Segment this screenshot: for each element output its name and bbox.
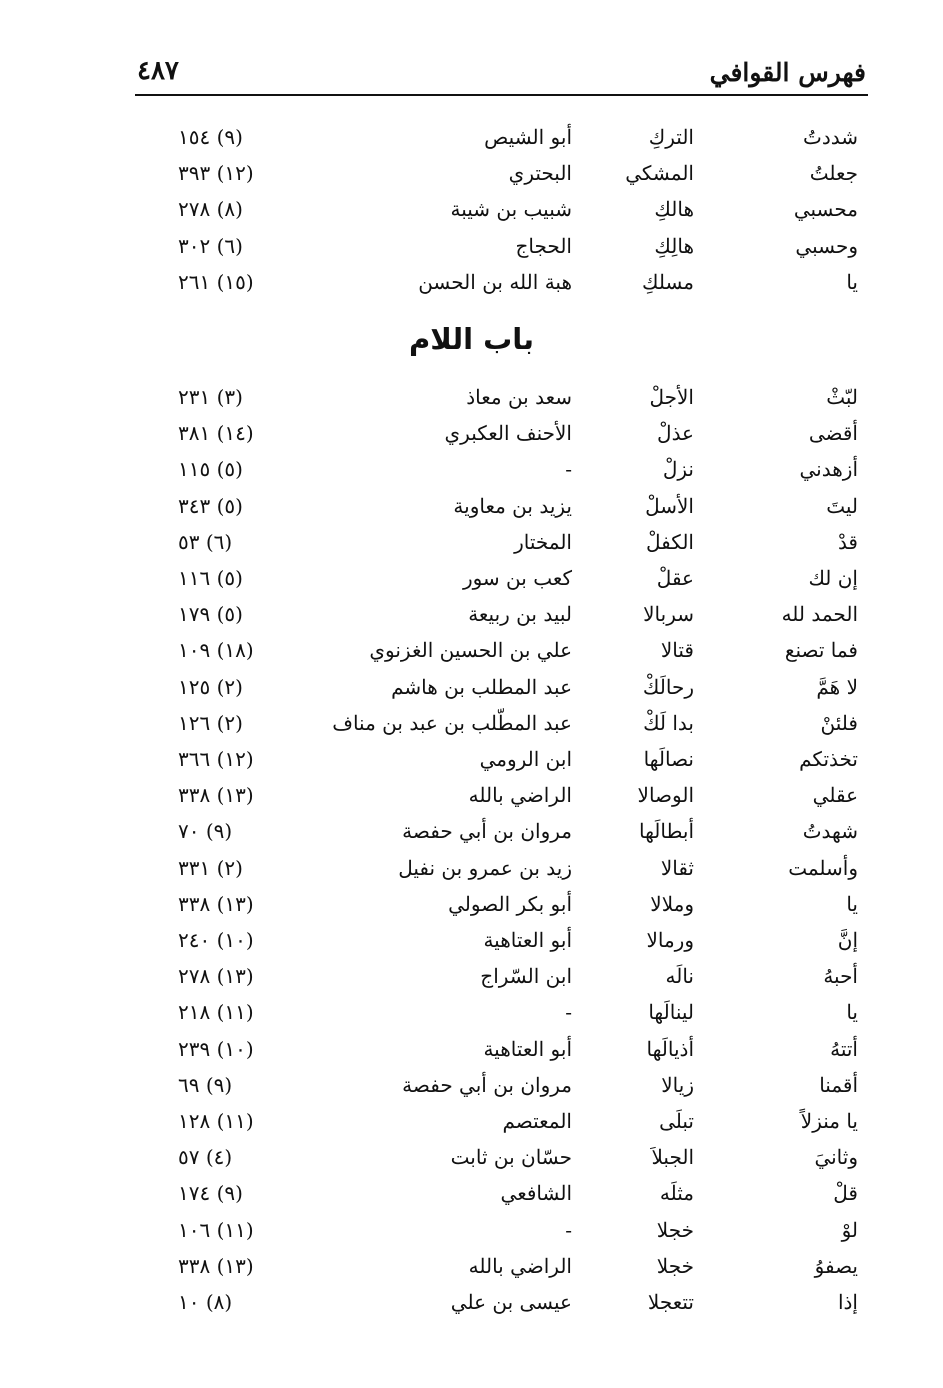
rhyme-ending-text: ورمالا <box>646 928 694 952</box>
page-reference-text: (٩) ٦٩ <box>178 1072 233 1097</box>
poet-name <box>292 633 572 667</box>
verse-beginning-text: لوْ <box>841 1217 858 1242</box>
rhyme-ending-text: وملالا <box>650 891 694 916</box>
rhyme-ending <box>584 156 694 190</box>
rhyme-ending-text: بدا لَكْ <box>643 710 694 735</box>
poet-name <box>292 1249 572 1283</box>
page-reference-text: (٨) ١٠ <box>178 1290 233 1314</box>
index-row <box>140 670 866 704</box>
rhyme-ending-text: مسلكِ <box>641 269 694 294</box>
poet-name-text: الحجاج <box>515 233 572 258</box>
verse-beginning-text: يصفوُ <box>814 1253 858 1278</box>
page-reference-text: (٤) ٥٧ <box>178 1145 233 1170</box>
verse-beginning-text: فلئنْ <box>820 710 858 735</box>
poet-name-text: - <box>565 1000 572 1025</box>
page-reference <box>178 633 328 667</box>
poet-name-text: البحتري <box>508 161 572 186</box>
poet-name-text: عبد المطّلب بن عبد بن مناف <box>332 710 572 735</box>
page-reference <box>178 995 328 1029</box>
verse-beginning-text: إنَّ <box>837 928 858 952</box>
rhyme-ending-text: سربالا <box>643 602 694 627</box>
poet-name <box>292 265 572 299</box>
poet-name <box>292 489 572 523</box>
rhyme-ending-text: مثلَه <box>659 1181 694 1206</box>
verse-beginning <box>748 1249 858 1283</box>
poet-name-text: أبو الشيص <box>484 125 572 149</box>
verse-beginning-text: ليتَ <box>826 493 858 518</box>
poet-name <box>292 670 572 704</box>
poet-name-text: مروان بن أبي حفصة <box>402 1072 572 1097</box>
rhyme-ending-text: أبطالَها <box>638 819 694 844</box>
index-row <box>140 229 866 263</box>
verse-beginning-text: محسبي <box>793 197 858 222</box>
poet-name-text: زيد بن عمرو بن نفيل <box>398 855 572 880</box>
index-row <box>140 887 866 921</box>
index-row <box>140 1104 866 1138</box>
rhyme-ending-text: قتالا <box>660 638 694 663</box>
verse-beginning-text: أقضى <box>808 421 858 446</box>
poet-name-text: أبو بكر الصولي <box>448 891 572 916</box>
page-reference <box>178 959 328 993</box>
page-reference <box>178 1176 328 1210</box>
page-reference <box>178 670 328 704</box>
verse-beginning <box>748 489 858 523</box>
poet-name <box>292 995 572 1029</box>
rhyme-ending <box>584 995 694 1029</box>
index-row <box>140 561 866 595</box>
verse-beginning <box>748 1032 858 1066</box>
page-reference <box>178 265 328 299</box>
rhyme-ending-text: ثقالا <box>660 855 694 880</box>
index-row <box>140 1176 866 1210</box>
rhyme-ending-text: التركِ <box>648 125 694 149</box>
poet-name-text: لبيد بن ربيعة <box>468 602 572 627</box>
poet-name-text: ابن الرومي <box>479 747 572 771</box>
poet-name <box>292 561 572 595</box>
page-reference-text: (٢) ١٢٥ <box>178 674 243 699</box>
verse-beginning-text: فما تصنع <box>784 638 858 663</box>
verse-beginning <box>748 156 858 190</box>
rhyme-ending-text: نالَه <box>665 964 694 989</box>
verse-beginning <box>748 1285 858 1319</box>
poet-name-text: الشافعي <box>500 1181 572 1206</box>
rhyme-ending <box>584 706 694 740</box>
page-reference <box>178 597 328 631</box>
index-row <box>140 1249 866 1283</box>
verse-beginning <box>748 778 858 812</box>
index-row <box>140 597 866 631</box>
poet-name <box>292 959 572 993</box>
page-reference <box>178 452 328 486</box>
index-row <box>140 1140 866 1174</box>
verse-beginning <box>748 633 858 667</box>
index-row <box>140 489 866 523</box>
page-reference-text: (٥) ١١٦ <box>178 566 243 590</box>
rhyme-ending-text: أذيالَها <box>646 1036 694 1061</box>
poet-name-text: الأحنف العكبري <box>444 421 572 446</box>
verse-beginning-text: أزهدني <box>799 457 858 482</box>
index-row <box>140 814 866 848</box>
index-row <box>140 1068 866 1102</box>
rhyme-ending-text: رحالَكْ <box>642 674 694 699</box>
rhyme-ending <box>584 742 694 776</box>
verse-beginning-text: يا <box>846 1000 858 1025</box>
rhyme-ending <box>584 192 694 226</box>
verse-beginning <box>748 120 858 154</box>
poet-name-text: الراضي بالله <box>468 1253 572 1278</box>
verse-beginning <box>748 597 858 631</box>
rhyme-ending <box>584 416 694 450</box>
page-reference-text: (٩) ١٧٤ <box>178 1181 243 1206</box>
rhyme-ending <box>584 1285 694 1319</box>
page-reference <box>178 525 328 559</box>
page-reference-text: (١٢) ٣٩٣ <box>178 161 254 186</box>
poet-name <box>292 1176 572 1210</box>
index-row <box>140 192 866 226</box>
page-reference <box>178 561 328 595</box>
page-reference-text: (٩) ١٥٤ <box>178 125 243 149</box>
page-reference-text: (٦) ٥٣ <box>178 529 233 554</box>
rhyme-ending <box>584 561 694 595</box>
rhyme-ending-text: تبلَى <box>659 1109 694 1133</box>
page-reference <box>178 742 328 776</box>
poet-name <box>292 192 572 226</box>
rhyme-ending-text: عقلْ <box>656 566 694 590</box>
poet-name <box>292 1104 572 1138</box>
index-row <box>140 452 866 486</box>
poet-name-text: شبيب بن شيبة <box>450 197 572 222</box>
rhyme-ending-text: هالكِ <box>654 197 694 222</box>
rhyme-ending-text: الكفلْ <box>646 529 694 554</box>
rhyme-ending <box>584 1104 694 1138</box>
poet-name-text: المختار <box>514 529 572 554</box>
rhyme-ending <box>584 814 694 848</box>
verse-beginning-text: تخذتكم <box>799 747 858 771</box>
poet-name-text: يزيد بن معاوية <box>453 493 572 518</box>
verse-beginning-text: عقلي <box>812 783 858 808</box>
page-reference-text: (١٨) ١٠٩ <box>178 638 254 663</box>
index-row <box>140 923 866 957</box>
rhyme-ending-text: الجبلاَ <box>651 1145 694 1170</box>
page-reference-text: (٥) ١١٥ <box>178 457 243 482</box>
poet-name <box>292 814 572 848</box>
verse-beginning <box>748 380 858 414</box>
page-reference <box>178 416 328 450</box>
page-reference <box>178 706 328 740</box>
verse-beginning <box>748 1213 858 1247</box>
page-reference <box>178 120 328 154</box>
page-reference-text: (١٣) ٣٣٨ <box>178 1253 254 1278</box>
page-reference-text: (١١) ١٢٨ <box>178 1109 254 1133</box>
poet-name-text: عيسى بن علي <box>450 1290 572 1314</box>
verse-beginning-text: إن لك <box>808 566 858 590</box>
poet-name <box>292 156 572 190</box>
rhyme-ending <box>584 525 694 559</box>
index-row <box>140 995 866 1029</box>
poet-name-text: أبو العتاهية <box>483 928 572 952</box>
page-reference-text: (١٣) ٣٣٨ <box>178 891 254 916</box>
page-reference-text: (٣) ٢٣١ <box>178 385 243 409</box>
poet-name-text: - <box>565 1217 572 1242</box>
rhyme-ending <box>584 1140 694 1174</box>
rhyme-ending <box>584 923 694 957</box>
verse-beginning <box>748 265 858 299</box>
page-reference <box>178 814 328 848</box>
rhyme-ending <box>584 120 694 154</box>
rhyme-ending-text: عذلْ <box>657 421 694 446</box>
verse-beginning-text: قلْ <box>833 1181 858 1206</box>
rhyme-ending <box>584 229 694 263</box>
page-reference-text: (١١) ٢١٨ <box>178 1000 254 1025</box>
verse-beginning-text: وأسلمت <box>788 855 858 880</box>
verse-beginning <box>748 959 858 993</box>
page-reference <box>178 380 328 414</box>
page-reference <box>178 778 328 812</box>
rhyme-ending-text: نزلْ <box>662 457 694 482</box>
poet-name-text: ابن السّراج <box>480 964 572 989</box>
page-reference-text: (١٣) ٢٧٨ <box>178 964 254 989</box>
verse-beginning <box>748 1176 858 1210</box>
poet-name <box>292 1213 572 1247</box>
rhyme-ending-text: تتعجلا <box>647 1290 694 1314</box>
index-row <box>140 416 866 450</box>
page-reference-text: (١٢) ٣٦٦ <box>178 747 254 771</box>
verse-beginning-text: أتتهُ <box>830 1036 858 1061</box>
page-reference <box>178 1140 328 1174</box>
verse-beginning-text: قدْ <box>837 529 858 554</box>
verse-beginning-text: الحمد لله <box>781 602 858 627</box>
poet-name <box>292 923 572 957</box>
index-row <box>140 265 866 299</box>
poet-name <box>292 597 572 631</box>
poet-name-text: حسّان بن ثابت <box>450 1145 572 1170</box>
rhyme-ending <box>584 452 694 486</box>
rhyme-ending <box>584 1032 694 1066</box>
page-reference-text: (١٤) ٣٨١ <box>178 421 254 446</box>
rhyme-ending <box>584 778 694 812</box>
index-row <box>140 706 866 740</box>
page-reference-text: (٦) ٣٠٢ <box>178 233 243 258</box>
page-reference-text: (٢) ٣٣١ <box>178 855 243 880</box>
verse-beginning-text: لبّثْ <box>826 385 858 409</box>
poet-name <box>292 452 572 486</box>
page-reference <box>178 851 328 885</box>
verse-beginning <box>748 452 858 486</box>
section-title: باب اللام <box>408 322 535 356</box>
verse-beginning <box>748 706 858 740</box>
verse-beginning-text: يا منزلاً <box>800 1109 858 1133</box>
poet-name-text: هبة الله بن الحسن <box>418 269 572 294</box>
index-row <box>140 633 866 667</box>
page-reference-text: (٥) ١٧٩ <box>178 602 243 627</box>
rhyme-ending-text: زيالا <box>661 1072 694 1097</box>
page-reference-text: (١٠) ٢٤٠ <box>178 928 254 952</box>
page-reference-text: (١١) ١٠٦ <box>178 1217 254 1242</box>
verse-beginning <box>748 192 858 226</box>
header-title: فهرس القوافي <box>709 58 866 87</box>
poet-name-text: - <box>565 457 572 482</box>
poet-name <box>292 742 572 776</box>
verse-beginning <box>748 229 858 263</box>
poet-name-text: سعد بن معاذ <box>466 385 572 409</box>
rhyme-ending <box>584 489 694 523</box>
verse-beginning <box>748 923 858 957</box>
index-row <box>140 1213 866 1247</box>
rhyme-ending <box>584 1213 694 1247</box>
page-reference <box>178 1249 328 1283</box>
poet-name <box>292 851 572 885</box>
poet-name-text: أبو العتاهية <box>483 1036 572 1061</box>
rhyme-ending <box>584 265 694 299</box>
poet-name <box>292 120 572 154</box>
page-reference <box>178 923 328 957</box>
page-reference <box>178 1032 328 1066</box>
rhyme-ending <box>584 380 694 414</box>
page-reference-text: (١٣) ٣٣٨ <box>178 783 254 808</box>
index-row <box>140 380 866 414</box>
verse-beginning-text: شددتُ <box>803 125 858 149</box>
index-row <box>140 156 866 190</box>
poet-name <box>292 1140 572 1174</box>
page-number: ٤٨٧ <box>137 56 179 86</box>
index-row <box>140 525 866 559</box>
verse-beginning <box>748 525 858 559</box>
page-reference <box>178 192 328 226</box>
rhyme-ending <box>584 887 694 921</box>
index-row <box>140 1285 866 1319</box>
index-row <box>140 120 866 154</box>
poet-name <box>292 416 572 450</box>
poet-name <box>292 1032 572 1066</box>
page-reference-text: (١٥) ٢٦١ <box>178 269 254 294</box>
verse-beginning-text: أقمنا <box>819 1072 858 1097</box>
rhyme-ending-text: لينالَها <box>648 1000 694 1025</box>
rhyme-ending <box>584 670 694 704</box>
page-reference <box>178 229 328 263</box>
verse-beginning-text: أحبهُ <box>823 964 858 989</box>
poet-name-text: مروان بن أبي حفصة <box>402 819 572 844</box>
rhyme-ending <box>584 851 694 885</box>
page-reference <box>178 156 328 190</box>
poet-name-text: الراضي بالله <box>468 783 572 808</box>
rhyme-ending <box>584 1176 694 1210</box>
rhyme-ending <box>584 959 694 993</box>
poet-name-text: عبد المطلب بن هاشم <box>391 674 572 699</box>
rhyme-ending <box>584 633 694 667</box>
poet-name <box>292 229 572 263</box>
rhyme-ending <box>584 597 694 631</box>
verse-beginning-text: شهدتُ <box>802 819 858 844</box>
poet-name <box>292 706 572 740</box>
index-row <box>140 959 866 993</box>
page-reference-text: (٥) ٣٤٣ <box>178 493 243 518</box>
poet-name-text: كعب بن سور <box>462 566 572 590</box>
rhyme-ending-text: الوصالا <box>637 783 694 808</box>
poet-name <box>292 1068 572 1102</box>
rhyme-ending <box>584 1068 694 1102</box>
rhyme-ending-text: هالِكِ <box>654 233 694 258</box>
index-row <box>140 851 866 885</box>
rhyme-ending-text: الأجلْ <box>649 385 694 409</box>
verse-beginning-text: إذا <box>837 1290 858 1314</box>
poet-name-text: علي بن الحسين الغزنوي <box>369 638 572 663</box>
rhyme-ending-text: خجلا <box>656 1217 694 1242</box>
verse-beginning <box>748 995 858 1029</box>
verse-beginning-text: وحسبي <box>795 233 858 258</box>
verse-beginning <box>748 1140 858 1174</box>
verse-beginning-text: جعلتُ <box>809 161 858 186</box>
page-reference <box>178 489 328 523</box>
verse-beginning <box>748 416 858 450</box>
index-row <box>140 742 866 776</box>
verse-beginning <box>748 814 858 848</box>
page-reference <box>178 1104 328 1138</box>
verse-beginning-text: يا <box>846 891 858 916</box>
rhyme-ending-text: الأسلْ <box>645 493 694 518</box>
page-reference <box>178 1068 328 1102</box>
verse-beginning-text: وثانيَ <box>814 1145 858 1170</box>
verse-beginning <box>748 561 858 595</box>
verse-beginning <box>748 670 858 704</box>
rhyme-ending-text: خجلا <box>656 1253 694 1278</box>
page-header <box>135 50 868 96</box>
verse-beginning <box>748 1068 858 1102</box>
rhyme-ending <box>584 1249 694 1283</box>
poet-name <box>292 1285 572 1319</box>
poet-name <box>292 887 572 921</box>
verse-beginning <box>748 887 858 921</box>
verse-beginning-text: لا هَمَّ <box>816 674 858 699</box>
index-row <box>140 778 866 812</box>
page-reference <box>178 887 328 921</box>
verse-beginning <box>748 742 858 776</box>
page-reference-text: (١٠) ٢٣٩ <box>178 1036 254 1061</box>
verse-beginning <box>748 851 858 885</box>
poet-name <box>292 380 572 414</box>
rhyme-ending-text: المشكي <box>625 161 694 186</box>
page-reference <box>178 1213 328 1247</box>
page-reference <box>178 1285 328 1319</box>
page-reference-text: (٩) ٧٠ <box>178 819 233 844</box>
index-row <box>140 1032 866 1066</box>
poet-name <box>292 778 572 812</box>
verse-beginning <box>748 1104 858 1138</box>
poet-name-text: المعتصم <box>502 1109 572 1133</box>
poet-name <box>292 525 572 559</box>
verse-beginning-text: يا <box>846 269 858 294</box>
rhyme-ending-text: نصالَها <box>643 747 694 771</box>
page-reference-text: (٨) ٢٧٨ <box>178 197 243 222</box>
page-reference-text: (٢) ١٢٦ <box>178 710 243 735</box>
